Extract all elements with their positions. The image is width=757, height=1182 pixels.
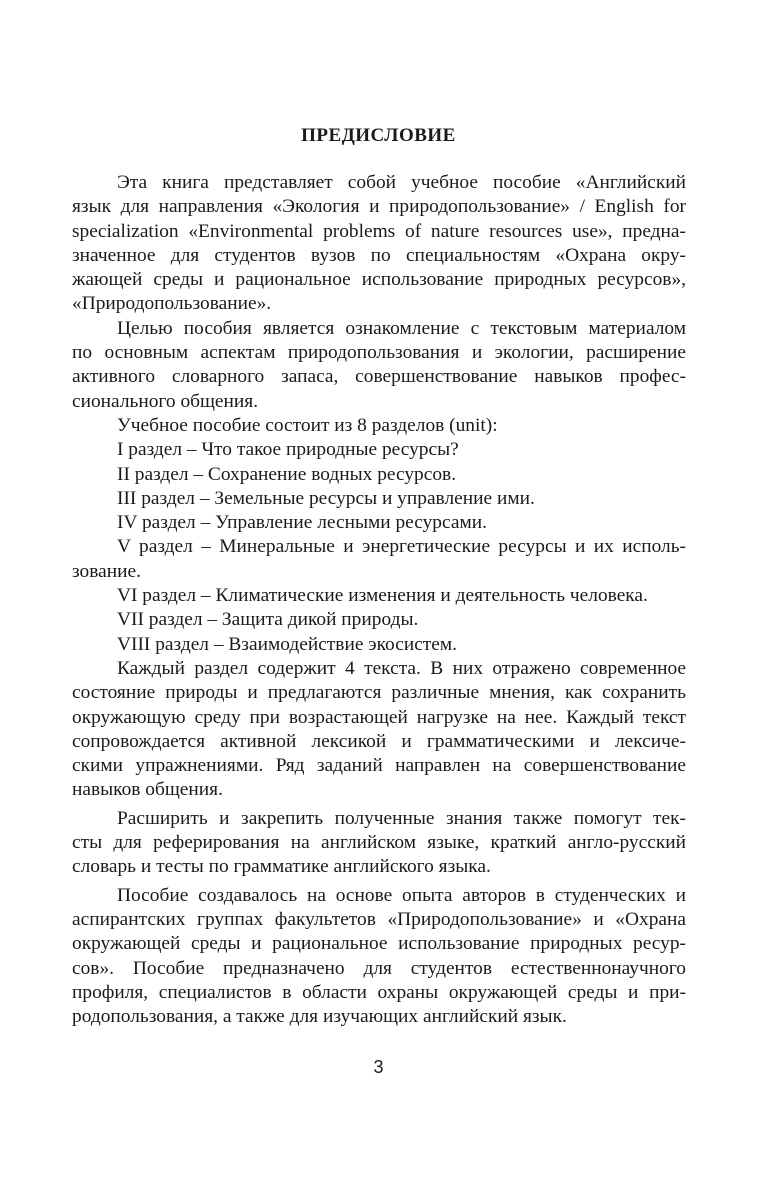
text-line: профиля, специалистов в области охраны окружающей среды и при- (72, 981, 686, 1003)
preface-body (72, 171, 686, 1029)
section-list-item: VI раздел – Климатические изменения и деятельность человека. (117, 585, 648, 607)
text-line: аспирантских группах факультетов «Природопользование» и «Охрана (72, 908, 686, 930)
text-line: язык для направления «Экология и природопользование» / English for (72, 196, 686, 218)
text-line: скими упражнениями. Ряд заданий направлен на совершенствование (72, 755, 686, 777)
text-line: жающей среды и рациональное использование природных ресурсов», (72, 269, 686, 291)
text-line: зование. (72, 560, 141, 582)
page-number: 3 (373, 1057, 384, 1077)
text-line: Целью пособия является ознакомление с текстовым материалом (117, 317, 686, 339)
text-line: окружающей среды и рациональное использование природных ресур- (72, 933, 686, 955)
page-title: ПРЕДИСЛОВИЕ (301, 125, 456, 146)
text-line: навыков общения. (72, 779, 223, 801)
text-line: по основным аспектам природопользования и экологии, расширение (72, 342, 686, 364)
section-list-item: I раздел – Что такое природные ресурсы? (117, 439, 459, 461)
text-line: сов». Пособие предназначено для студентов естественнонаучного (72, 957, 686, 979)
text-line: Учебное пособие состоит из 8 разделов (unit): (117, 414, 498, 436)
section-list-item: II раздел – Сохранение водных ресурсов. (117, 463, 457, 485)
section-list-item: VII раздел – Защита дикой природы. (117, 609, 419, 631)
text-line: активного словарного запаса, совершенствование навыков профес- (72, 366, 686, 388)
text-line: состояние природы и предлагаются различные мнения, как сохранить (72, 682, 686, 704)
section-list-item: V раздел – Минеральные и энергетические ресурсы и их исполь- (117, 536, 686, 558)
section-list-item: VIII раздел – Взаимодействие экосистем. (117, 633, 457, 655)
text-line: родопользования, а также для изучающих английский язык. (72, 1006, 567, 1028)
text-line: Пособие создавалось на основе опыта авторов в студенческих и (117, 884, 686, 906)
text-line: «Природопользование». (72, 293, 272, 315)
text-line: значенное для студентов вузов по специальностям «Охрана окру- (72, 244, 686, 266)
text-line: Расширить и закрепить полученные знания также помогут тек- (117, 807, 686, 829)
text-line: сты для реферирования на английском языке, краткий англо-русский (72, 832, 686, 854)
section-list-item: IV раздел – Управление лесными ресурсами. (117, 512, 487, 534)
section-list-item: III раздел – Земельные ресурсы и управление ими. (117, 487, 535, 509)
text-line: сионального общения. (72, 390, 259, 412)
text-line: Эта книга представляет собой учебное пособие «Английский (117, 172, 686, 193)
text-line: словарь и тесты по грамматике английского языка. (72, 856, 491, 878)
text-line: Каждый раздел содержит 4 текста. В них отражено современное (117, 657, 686, 679)
text-line: сопровождается активной лексикой и грамматическими и лексиче- (72, 730, 686, 752)
text-line: specialization «Environmental problems of nature resources use», предна- (72, 220, 686, 242)
text-line: окружающую среду при возрастающей нагрузке на нее. Каждый текст (72, 706, 686, 728)
